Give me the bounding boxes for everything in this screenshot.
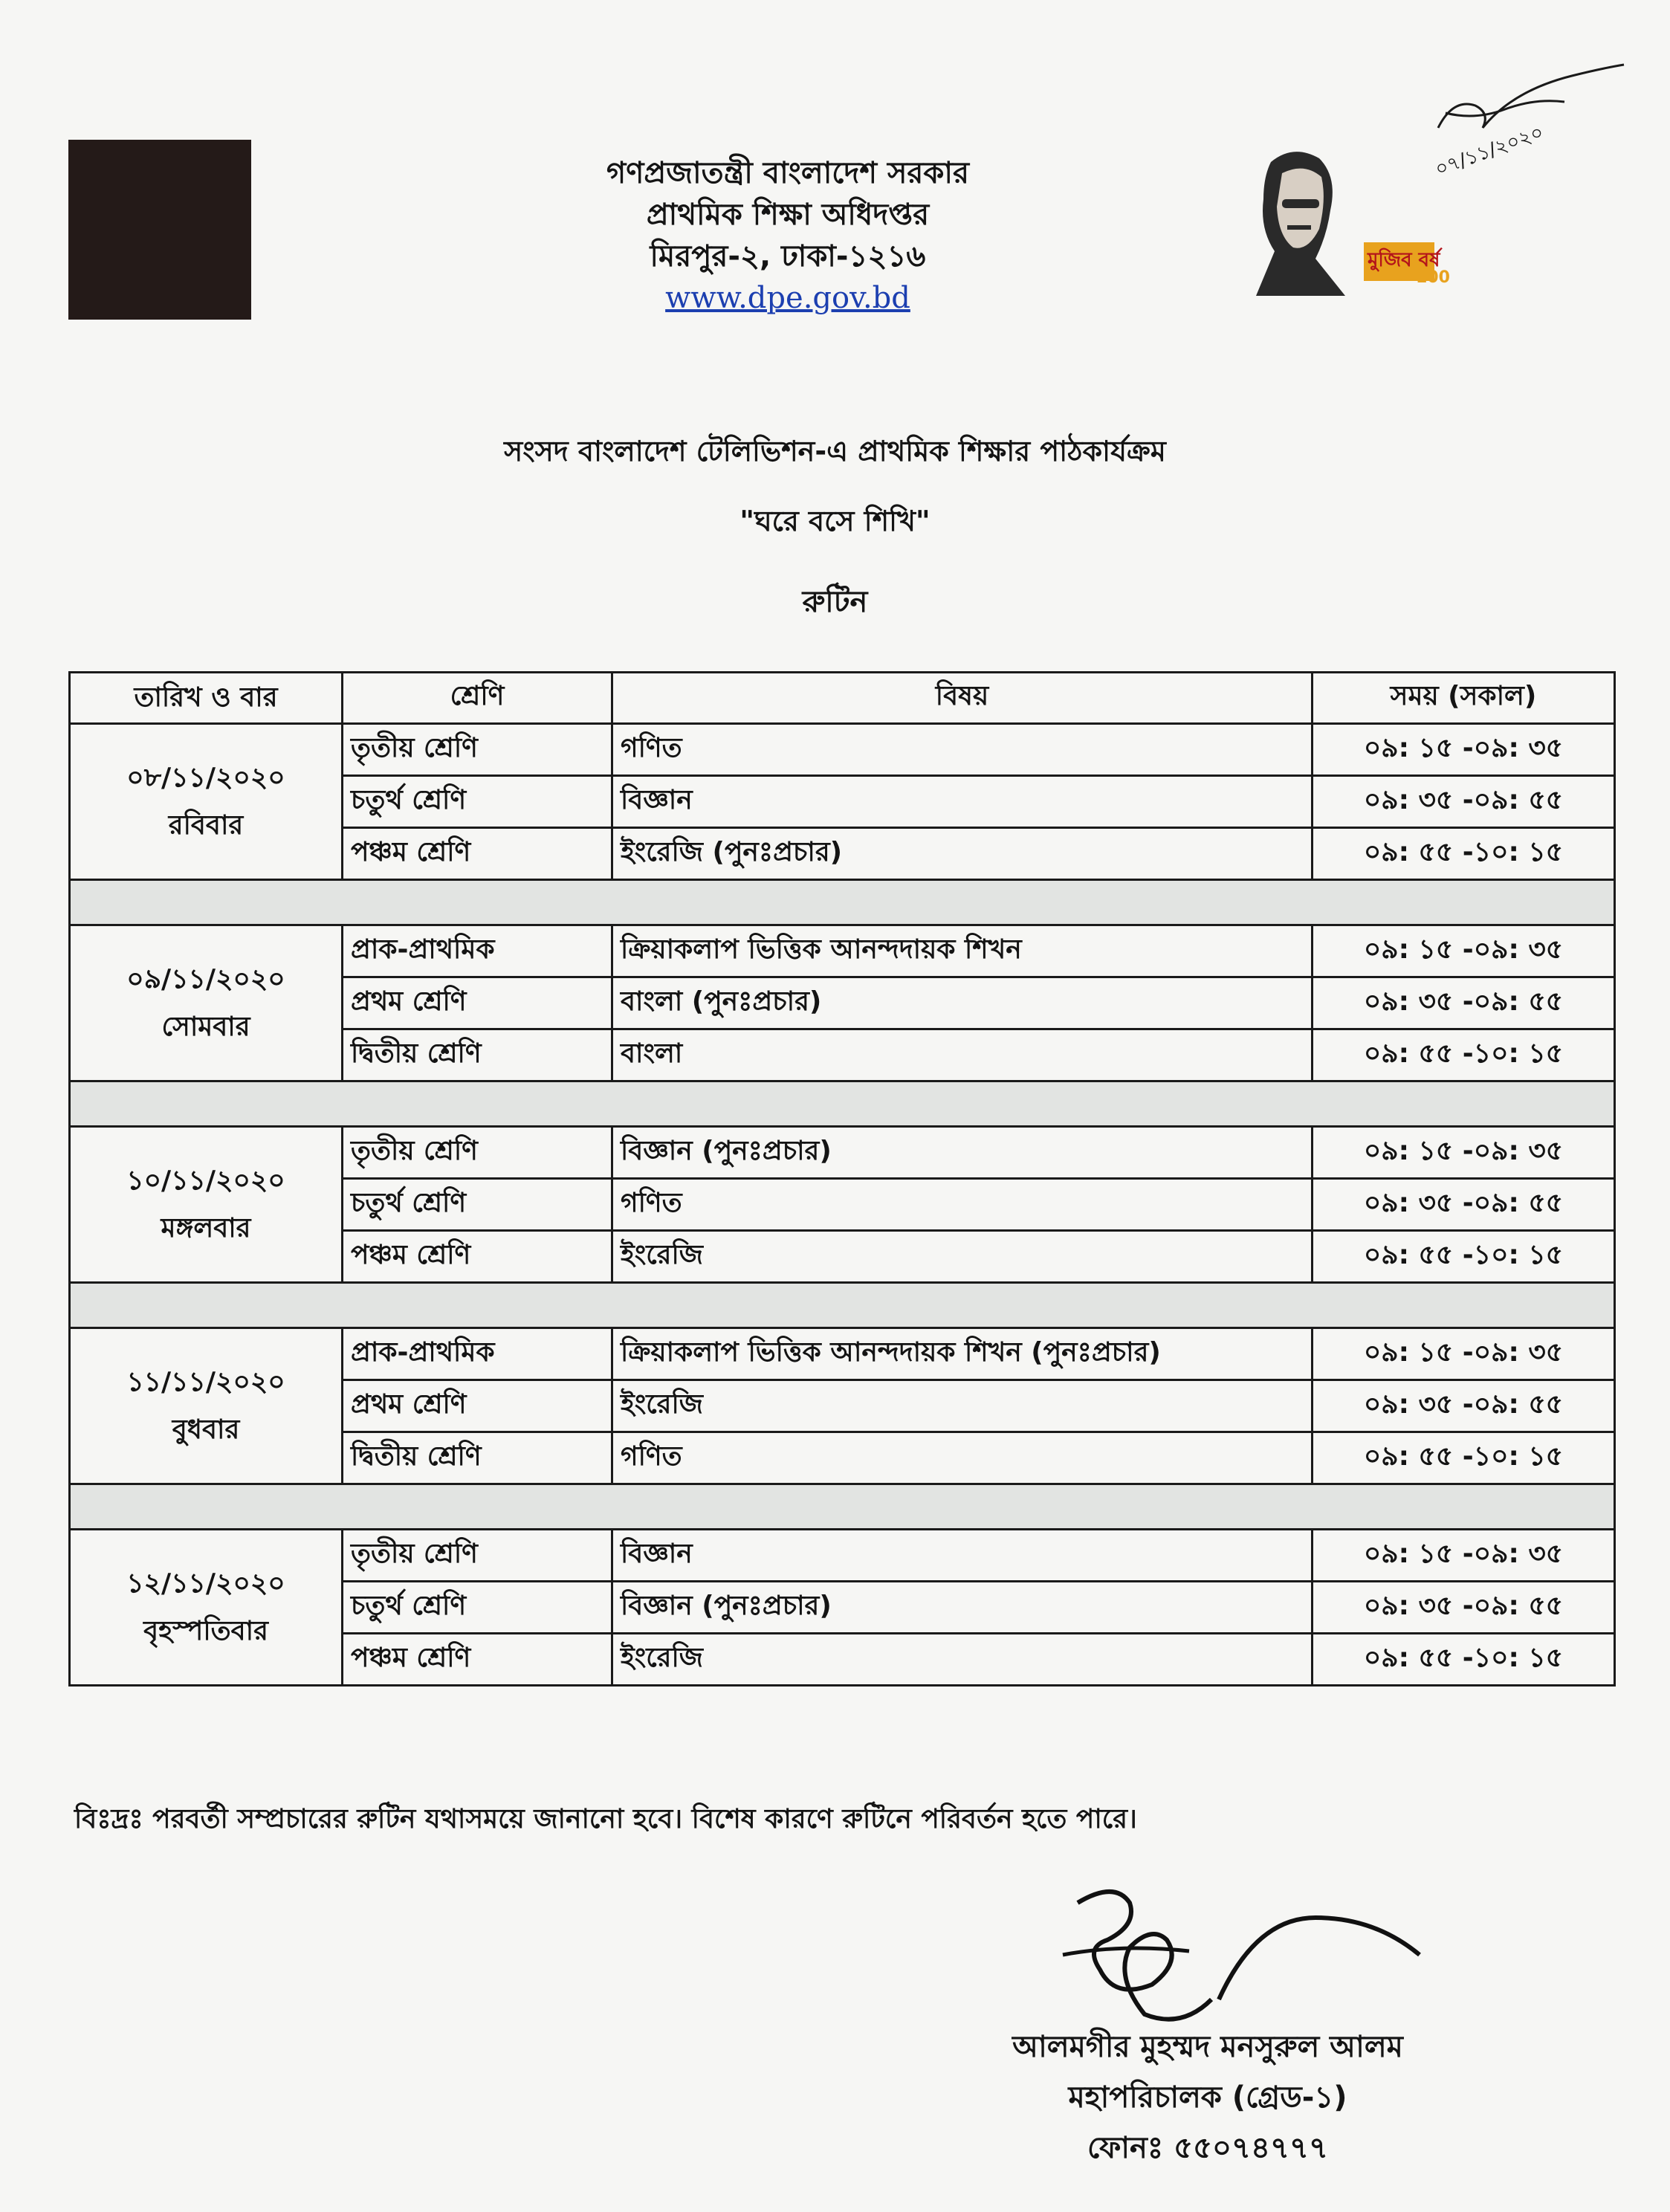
header-time: সময় (সকাল) (1313, 673, 1615, 724)
time-cell: ০৯: ৫৫ -১০: ১৫ (1313, 828, 1615, 880)
subject-cell: ইংরেজি (612, 1231, 1313, 1283)
date-text: ১০/১১/২০২০ (126, 1165, 285, 1196)
subject-cell: ইংরেজি (পুনঃপ্রচার) (612, 828, 1313, 880)
signatory-block (929, 2022, 1486, 2173)
subject-cell: বাংলা (612, 1029, 1313, 1081)
subject-cell: ক্রিয়াকলাপ ভিত্তিক আনন্দদায়ক শিখন (পুনঃপ্রচার) (612, 1328, 1313, 1380)
subject-cell: বাংলা (পুনঃপ্রচার) (612, 977, 1313, 1029)
time-cell: ০৯: ৫৫ -১০: ১৫ (1313, 1029, 1615, 1081)
date-text: ০৯/১১/২০২০ (126, 963, 285, 995)
signatory-name: আলমগীর মুহম্মদ মনসুরুল আলম (1012, 2030, 1403, 2064)
subject-cell: গণিত (612, 1432, 1313, 1484)
class-cell: পঞ্চম শ্রেণি (343, 828, 612, 880)
government-seal-image (68, 140, 251, 320)
time-cell: ০৯: ১৫ -০৯: ৩৫ (1313, 724, 1615, 776)
subject-cell: ইংরেজি (612, 1634, 1313, 1686)
separator-cell (70, 1283, 1615, 1328)
day-text: বৃহস্পতিবার (143, 1615, 268, 1646)
class-cell: প্রাক-প্রাথমিক (343, 1328, 612, 1380)
day-text: রবিবার (168, 809, 244, 841)
table-row (70, 724, 1615, 776)
time-cell: ০৯: ১৫ -০৯: ৩৫ (1313, 925, 1615, 977)
date-cell (70, 1127, 343, 1283)
routine-heading: রুটিন (802, 585, 868, 619)
separator-cell (70, 1484, 1615, 1530)
directorate-name: প্রাথমিক শিক্ষা অধিদপ্তর (646, 198, 930, 232)
time-cell: ০৯: ৩৫ -০৯: ৫৫ (1313, 776, 1615, 828)
subject-cell: গণিত (612, 724, 1313, 776)
separator-row (70, 880, 1615, 925)
class-cell: প্রথম শ্রেণি (343, 1380, 612, 1432)
class-cell: চতুর্থ শ্রেণি (343, 776, 612, 828)
top-handwritten-signature (1423, 46, 1639, 187)
class-cell: প্রাক-প্রাথমিক (343, 925, 612, 977)
day-text: বুধবার (172, 1414, 240, 1445)
separator-row (70, 1484, 1615, 1530)
class-cell: দ্বিতীয় শ্রেণি (343, 1029, 612, 1081)
table-row (70, 1328, 1615, 1380)
mujib-borsho-badge-text: মুজিব বর্ষ (1368, 249, 1440, 271)
day-text: সোমবার (161, 1011, 250, 1042)
header-class: শ্রেণি (343, 673, 612, 724)
director-general-signature (1033, 1873, 1464, 2037)
date-cell (70, 1530, 343, 1686)
header-date: তারিখ ও বার (70, 673, 343, 724)
routine-body (70, 724, 1615, 1686)
class-cell: পঞ্চম শ্রেণি (343, 1231, 612, 1283)
date-cell (70, 724, 343, 880)
letterhead (461, 152, 1115, 319)
time-cell: ০৯: ৫৫ -১০: ১৫ (1313, 1231, 1615, 1283)
class-cell: চতুর্থ শ্রেণি (343, 1582, 612, 1634)
time-cell: ০৯: ১৫ -০৯: ৩৫ (1313, 1328, 1615, 1380)
class-cell: তৃতীয় শ্রেণি (343, 724, 612, 776)
header-subject: বিষয় (612, 673, 1313, 724)
class-cell: তৃতীয় শ্রেণি (343, 1530, 612, 1582)
subject-cell: গণিত (612, 1179, 1313, 1231)
table-header-row (70, 673, 1615, 724)
website-link[interactable]: www.dpe.gov.bd (665, 281, 910, 315)
time-cell: ০৯: ১৫ -০৯: ৩৫ (1313, 1127, 1615, 1179)
government-name: গণপ্রজাতন্ত্রী বাংলাদেশ সরকার (606, 156, 969, 190)
class-cell: তৃতীয় শ্রেণি (343, 1127, 612, 1179)
separator-cell (70, 1081, 1615, 1127)
date-cell (70, 925, 343, 1081)
time-cell: ০৯: ১৫ -০৯: ৩৫ (1313, 1530, 1615, 1582)
time-cell: ০৯: ৩৫ -০৯: ৫৫ (1313, 1582, 1615, 1634)
date-text: ০৮/১১/২০২০ (126, 762, 285, 793)
table-row (70, 1127, 1615, 1179)
program-slogan: "ঘরে বসে শিখি" (739, 505, 931, 537)
separator-row (70, 1283, 1615, 1328)
separator-cell (70, 880, 1615, 925)
subject-cell: বিজ্ঞান (612, 1530, 1313, 1582)
signatory-phone: ফোনঃ ৫৫০৭৪৭৭৭ (1087, 2131, 1329, 2165)
time-cell: ০৯: ৫৫ -১০: ১৫ (1313, 1432, 1615, 1484)
subject-cell: ইংরেজি (612, 1380, 1313, 1432)
table-row (70, 925, 1615, 977)
separator-row (70, 1081, 1615, 1127)
table-row (70, 1530, 1615, 1582)
signature-date: ০৭/১১/২০২০ (1432, 121, 1547, 181)
time-cell: ০৯: ৩৫ -০৯: ৫৫ (1313, 977, 1615, 1029)
routine-table (68, 671, 1616, 1687)
subject-cell: বিজ্ঞান (612, 776, 1313, 828)
class-cell: চতুর্থ শ্রেণি (343, 1179, 612, 1231)
time-cell: ০৯: ৩৫ -০৯: ৫৫ (1313, 1179, 1615, 1231)
class-cell: দ্বিতীয় শ্রেণি (343, 1432, 612, 1484)
address: মিরপুর-২, ঢাকা-১২১৬ (650, 239, 926, 274)
subject-cell: বিজ্ঞান (পুনঃপ্রচার) (612, 1127, 1313, 1179)
time-cell: ০৯: ৩৫ -০৯: ৫৫ (1313, 1380, 1615, 1432)
time-cell: ০৯: ৫৫ -১০: ১৫ (1313, 1634, 1615, 1686)
date-text: ১১/১১/২০২০ (126, 1366, 285, 1397)
class-cell: প্রথম শ্রেণি (343, 977, 612, 1029)
subject-cell: বিজ্ঞান (পুনঃপ্রচার) (612, 1582, 1313, 1634)
date-cell (70, 1328, 343, 1484)
program-title: সংসদ বাংলাদেশ টেলিভিশন-এ প্রাথমিক শিক্ষার পাঠকার্যক্রম (504, 435, 1166, 468)
subject-cell: ক্রিয়াকলাপ ভিত্তিক আনন্দদায়ক শিখন (612, 925, 1313, 977)
date-text: ১২/১১/২০২০ (126, 1568, 285, 1599)
class-cell: পঞ্চম শ্রেণি (343, 1634, 612, 1686)
mujib-borsho-badge-number: 100 (1416, 268, 1450, 287)
footer-note: বিঃদ্রঃ পরবর্তী সম্প্রচারের রুটিন যথাসময়ে জানানো হবে। বিশেষ কারণে রুটিনে পরিবর্তন হতে পারে। (74, 1804, 1137, 1834)
day-text: মঙ্গলবার (161, 1212, 251, 1244)
signatory-designation: মহাপরিচালক (গ্রেড-১) (1068, 2080, 1347, 2115)
